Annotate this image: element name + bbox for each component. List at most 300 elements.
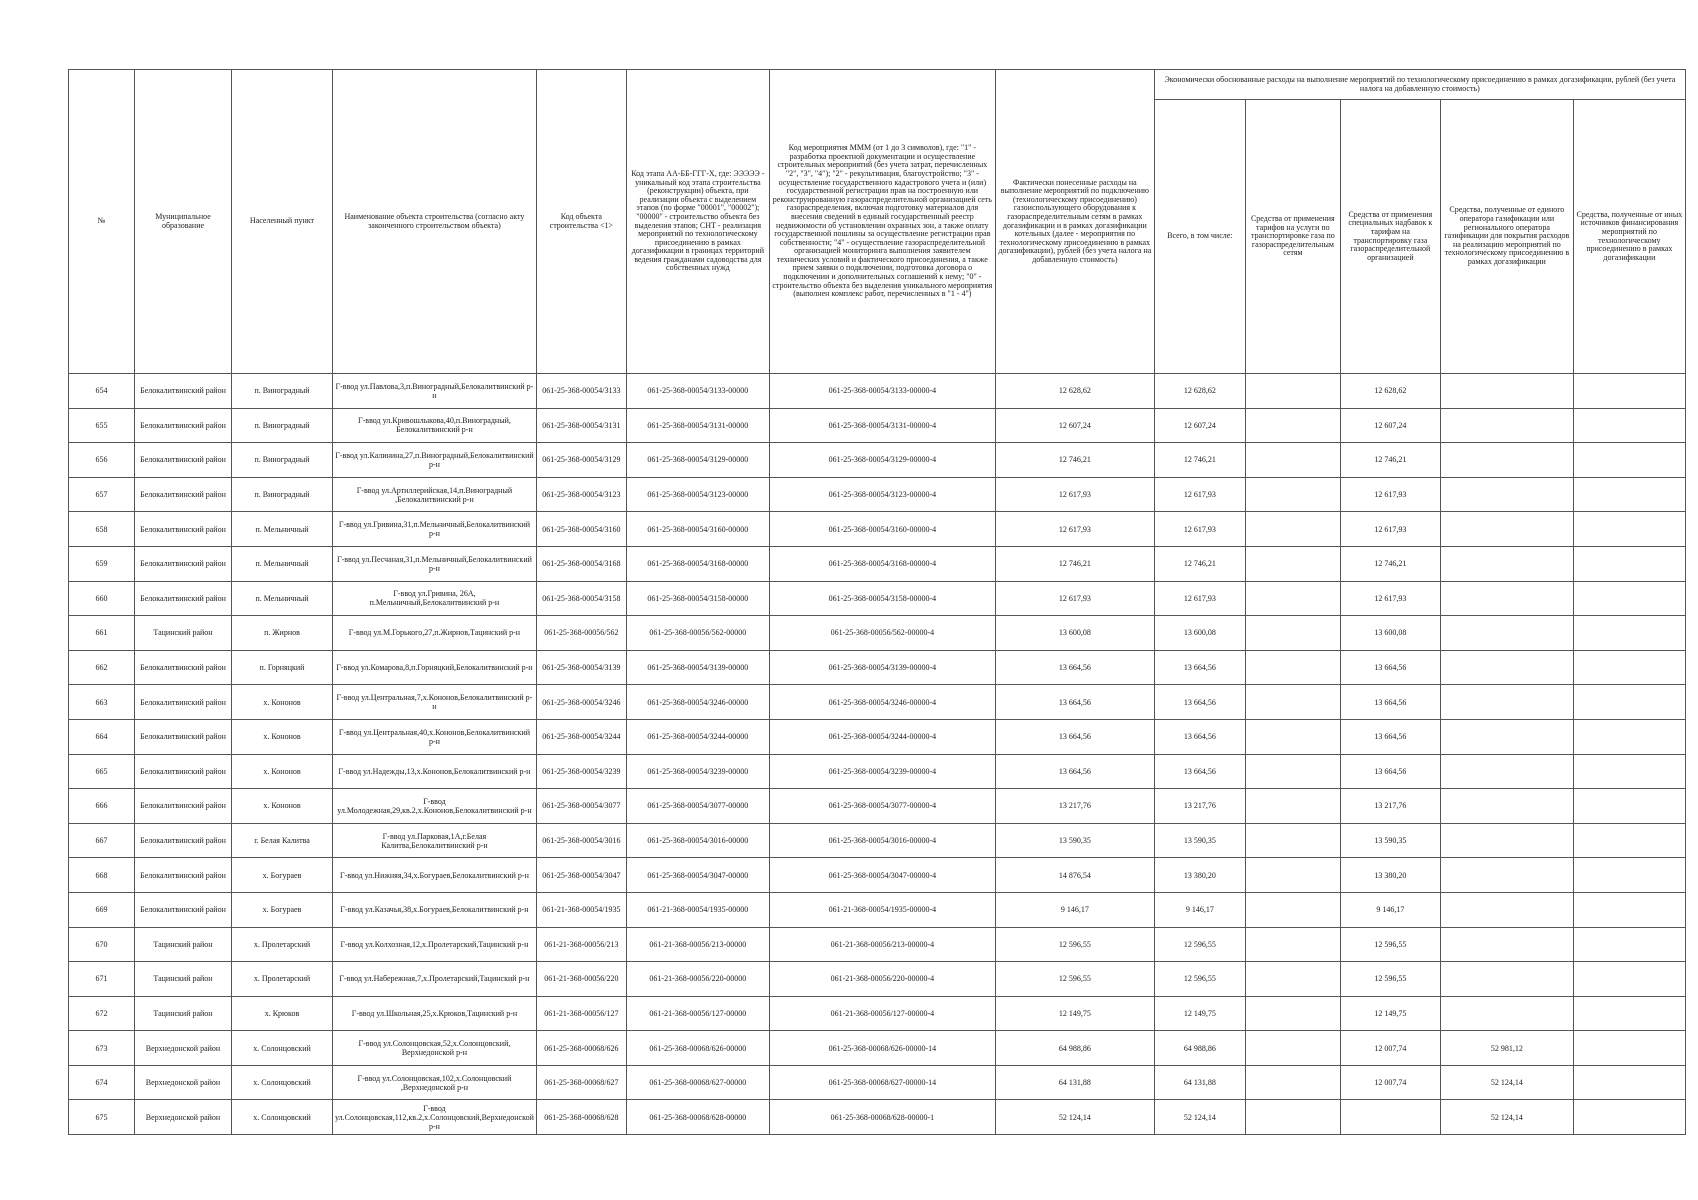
cell-transport-tariffs — [1245, 858, 1340, 893]
cell-object-code: 061-25-368-00054/3123 — [536, 477, 626, 512]
cell-object-name: Г-ввод ул.Колхозная,12,х.Пролетарский,Тацинский р-н — [333, 927, 537, 962]
cell-transport-tariffs — [1245, 581, 1340, 616]
cell-object-code: 061-25-368-00054/3131 — [536, 408, 626, 443]
cell-activity-code: 061-25-368-00054/3077-00000-4 — [769, 789, 995, 824]
cell-municipality: Белокалитвинский район — [135, 892, 232, 927]
cell-other-sources — [1573, 719, 1685, 754]
cell-num: 661 — [69, 616, 135, 651]
cell-total: 12 617,93 — [1154, 512, 1245, 547]
cell-actual-expenses: 64 131,88 — [995, 1065, 1154, 1100]
cell-transport-tariffs — [1245, 685, 1340, 720]
cell-other-sources — [1573, 996, 1685, 1031]
cell-stage-code: 061-21-368-00056/213-00000 — [626, 927, 769, 962]
cell-municipality: Белокалитвинский район — [135, 685, 232, 720]
cell-num: 673 — [69, 1031, 135, 1066]
cell-activity-code: 061-21-368-00056/213-00000-4 — [769, 927, 995, 962]
cell-object-name: Г-ввод ул.Центральная,7,х.Кононов,Белокалитвинский р-н — [333, 685, 537, 720]
cell-other-sources — [1573, 581, 1685, 616]
header-stage-code: Код этапа АА-ББ-ГГГ-Х, где: ЭЭЭЭЭ - уникальный код этапа строительства (реконструкции) объекта, при реализации объекта с выделением этапов (по форме "00001", "00002"); "00000" - строительство объекта без выделения этапов; СНТ - реализация мероприятий по технологическому присоединению в рамках догазификации в границах территорий ведения гражданами садоводства для собственных нужд — [626, 70, 769, 374]
cell-actual-expenses: 13 664,56 — [995, 719, 1154, 754]
cell-activity-code: 061-25-368-00054/3123-00000-4 — [769, 477, 995, 512]
cell-stage-code: 061-25-368-00054/3123-00000 — [626, 477, 769, 512]
table-row — [69, 650, 1686, 685]
cell-stage-code: 061-25-368-00054/3133-00000 — [626, 374, 769, 409]
cell-settlement: х. Пролетарский — [232, 962, 333, 997]
table-row — [69, 512, 1686, 547]
cell-object-code: 061-25-368-00054/3016 — [536, 823, 626, 858]
cell-object-name: Г-ввод ул.Центральная,40,х.Кононов,Белокалитвинский р-н — [333, 719, 537, 754]
cell-settlement: х. Кононов — [232, 719, 333, 754]
cell-special-surcharges: 13 664,56 — [1340, 754, 1440, 789]
cell-object-name: Г-ввод ул.Нижняя,34,х.Богураев,Белокалитвинский р-н — [333, 858, 537, 893]
cell-stage-code: 061-21-368-00056/220-00000 — [626, 962, 769, 997]
header-econ-group: Экономически обоснованные расходы на выполнение мероприятий по технологическому присоединению в рамках догазификации, рублей (без учета налога на добавленную стоимость) — [1154, 70, 1685, 100]
cell-num: 667 — [69, 823, 135, 858]
cell-total: 12 746,21 — [1154, 546, 1245, 581]
cell-actual-expenses: 64 988,86 — [995, 1031, 1154, 1066]
cell-actual-expenses: 13 590,35 — [995, 823, 1154, 858]
header-special-surcharges: Средства от применения специальных надбавок к тарифам на транспортировку газа газораспределительной организацией — [1340, 100, 1440, 374]
cell-other-sources — [1573, 374, 1685, 409]
table-row — [69, 581, 1686, 616]
header-settlement: Населенный пункт — [232, 70, 333, 374]
cell-settlement: п. Мельничный — [232, 512, 333, 547]
cell-num: 654 — [69, 374, 135, 409]
cell-actual-expenses: 14 876,54 — [995, 858, 1154, 893]
cell-activity-code: 061-21-368-00056/220-00000-4 — [769, 962, 995, 997]
cell-object-name: Г-ввод ул.Солонцовская,112,кв.2,х.Солонцовский,Верхнедонской р-н — [333, 1100, 537, 1135]
cell-num: 659 — [69, 546, 135, 581]
cell-activity-code: 061-21-368-00056/127-00000-4 — [769, 996, 995, 1031]
cell-num: 660 — [69, 581, 135, 616]
cell-transport-tariffs — [1245, 408, 1340, 443]
cell-total: 12 617,93 — [1154, 477, 1245, 512]
cell-object-code: 061-21-368-00056/220 — [536, 962, 626, 997]
cell-other-sources — [1573, 892, 1685, 927]
cell-special-surcharges: 12 596,55 — [1340, 927, 1440, 962]
cell-activity-code: 061-25-368-00054/3016-00000-4 — [769, 823, 995, 858]
cell-other-sources — [1573, 546, 1685, 581]
cell-object-code: 061-25-368-00054/3129 — [536, 443, 626, 478]
cell-single-operator — [1440, 927, 1573, 962]
cell-special-surcharges: 12 617,93 — [1340, 581, 1440, 616]
table-row — [69, 789, 1686, 824]
cell-special-surcharges: 9 146,17 — [1340, 892, 1440, 927]
cell-other-sources — [1573, 1100, 1685, 1135]
cell-municipality: Белокалитвинский район — [135, 581, 232, 616]
cell-total: 13 600,08 — [1154, 616, 1245, 651]
cell-transport-tariffs — [1245, 650, 1340, 685]
cell-actual-expenses: 12 596,55 — [995, 962, 1154, 997]
cell-other-sources — [1573, 789, 1685, 824]
cell-actual-expenses: 9 146,17 — [995, 892, 1154, 927]
cell-object-code: 061-21-368-00056/213 — [536, 927, 626, 962]
cell-actual-expenses: 12 617,93 — [995, 512, 1154, 547]
cell-settlement: п. Мельничный — [232, 546, 333, 581]
cell-actual-expenses: 13 664,56 — [995, 685, 1154, 720]
cell-num: 665 — [69, 754, 135, 789]
cell-stage-code: 061-25-368-00054/3047-00000 — [626, 858, 769, 893]
cell-special-surcharges: 12 607,24 — [1340, 408, 1440, 443]
cell-total: 9 146,17 — [1154, 892, 1245, 927]
cell-municipality: Белокалитвинский район — [135, 650, 232, 685]
cell-settlement: х. Пролетарский — [232, 927, 333, 962]
cell-object-name: Г-ввод ул.Школьная,25,х.Крюков,Тацинский р-н — [333, 996, 537, 1031]
cell-total: 13 380,20 — [1154, 858, 1245, 893]
cell-total: 12 746,21 — [1154, 443, 1245, 478]
cell-activity-code: 061-25-368-00054/3131-00000-4 — [769, 408, 995, 443]
cell-transport-tariffs — [1245, 443, 1340, 478]
cell-settlement: х. Солонцовский — [232, 1065, 333, 1100]
table-row — [69, 685, 1686, 720]
cell-transport-tariffs — [1245, 1065, 1340, 1100]
cell-stage-code: 061-25-368-00054/3244-00000 — [626, 719, 769, 754]
table-row — [69, 546, 1686, 581]
cell-single-operator — [1440, 616, 1573, 651]
table-row — [69, 443, 1686, 478]
cell-object-name: Г-ввод ул.М.Горького,27,п.Жирнов,Тацинский р-н — [333, 616, 537, 651]
cell-num: 666 — [69, 789, 135, 824]
cell-special-surcharges — [1340, 1100, 1440, 1135]
cell-settlement: п. Виноградный — [232, 408, 333, 443]
cell-object-code: 061-25-368-00054/3158 — [536, 581, 626, 616]
cell-object-code: 061-25-368-00054/3160 — [536, 512, 626, 547]
cell-single-operator — [1440, 408, 1573, 443]
cell-single-operator — [1440, 789, 1573, 824]
cell-total: 64 131,88 — [1154, 1065, 1245, 1100]
cell-municipality: Белокалитвинский район — [135, 719, 232, 754]
table-row — [69, 927, 1686, 962]
cell-total: 12 596,55 — [1154, 962, 1245, 997]
cell-actual-expenses: 13 600,08 — [995, 616, 1154, 651]
cell-actual-expenses: 12 617,93 — [995, 477, 1154, 512]
cell-num: 656 — [69, 443, 135, 478]
cell-object-name: Г-ввод ул.Гривина,31,п.Мельничный,Белокалитвинский р-н — [333, 512, 537, 547]
cell-settlement: п. Виноградный — [232, 477, 333, 512]
cell-transport-tariffs — [1245, 1100, 1340, 1135]
cell-other-sources — [1573, 858, 1685, 893]
cell-activity-code: 061-25-368-00054/3047-00000-4 — [769, 858, 995, 893]
cell-settlement: х. Богураев — [232, 858, 333, 893]
cell-object-name: Г-ввод ул.Павлова,3,п.Виноградный,Белокалитвинский р-н — [333, 374, 537, 409]
data-table — [68, 69, 1686, 1135]
cell-object-name: Г-ввод ул.Кривошлыкова,40,п.Виноградный, Белокалитвинский р-н — [333, 408, 537, 443]
cell-transport-tariffs — [1245, 546, 1340, 581]
cell-municipality: Белокалитвинский район — [135, 374, 232, 409]
cell-special-surcharges: 13 217,76 — [1340, 789, 1440, 824]
cell-special-surcharges: 13 600,08 — [1340, 616, 1440, 651]
cell-settlement: х. Кононов — [232, 789, 333, 824]
cell-stage-code: 061-25-368-00054/3158-00000 — [626, 581, 769, 616]
cell-actual-expenses: 12 149,75 — [995, 996, 1154, 1031]
cell-activity-code: 061-25-368-00054/3139-00000-4 — [769, 650, 995, 685]
table-row — [69, 892, 1686, 927]
cell-municipality: Тацинский район — [135, 616, 232, 651]
table-row — [69, 858, 1686, 893]
cell-object-code: 061-21-368-00054/1935 — [536, 892, 626, 927]
cell-total: 12 628,62 — [1154, 374, 1245, 409]
header-municipality: Муниципальное образование — [135, 70, 232, 374]
cell-actual-expenses: 52 124,14 — [995, 1100, 1154, 1135]
cell-municipality: Белокалитвинский район — [135, 823, 232, 858]
cell-settlement: х. Кононов — [232, 685, 333, 720]
cell-object-name: Г-ввод ул.Молодежная,29,кв.2,х.Кононов,Белокалитвинский р-н — [333, 789, 537, 824]
cell-num: 675 — [69, 1100, 135, 1135]
cell-transport-tariffs — [1245, 719, 1340, 754]
cell-object-code: 061-25-368-00054/3239 — [536, 754, 626, 789]
cell-stage-code: 061-21-368-00054/1935-00000 — [626, 892, 769, 927]
table-row — [69, 616, 1686, 651]
cell-actual-expenses: 12 746,21 — [995, 443, 1154, 478]
cell-municipality: Верхнедонской район — [135, 1100, 232, 1135]
header-actual-expenses: Фактически понесенные расходы на выполнение мероприятий по подключению (технологическому присоединению) газоиспользующего оборудования к газораспределительным сетям в рамках догазификации и в рамках догазификации котельных (далее - мероприятия по технологическому присоединению в рамках догазификации), рублей (без учета налога на добавленную стоимость) — [995, 70, 1154, 374]
cell-total: 13 664,56 — [1154, 650, 1245, 685]
cell-single-operator — [1440, 650, 1573, 685]
cell-single-operator — [1440, 858, 1573, 893]
cell-special-surcharges: 12 628,62 — [1340, 374, 1440, 409]
cell-settlement: п. Горняцкий — [232, 650, 333, 685]
cell-object-code: 061-25-368-00068/627 — [536, 1065, 626, 1100]
table-row — [69, 754, 1686, 789]
cell-other-sources — [1573, 823, 1685, 858]
cell-special-surcharges: 12 596,55 — [1340, 962, 1440, 997]
header-single-operator: Средства, полученные от единого оператора газификации или регионального оператора газификации для покрытия расходов на реализацию мероприятий по технологическому присоединению в рамках догазификации — [1440, 100, 1573, 374]
cell-activity-code: 061-25-368-00054/3168-00000-4 — [769, 546, 995, 581]
cell-municipality: Тацинский район — [135, 996, 232, 1031]
cell-other-sources — [1573, 754, 1685, 789]
cell-actual-expenses: 13 217,76 — [995, 789, 1154, 824]
table-row — [69, 1031, 1686, 1066]
cell-transport-tariffs — [1245, 789, 1340, 824]
header-activity-code: Код мероприятия МММ (от 1 до 3 символов), где: "1" - разработка проектной документации и осуществление строительных мероприятий (без учета затрат, перечисленных "2", "3", "4"); "2" - рекультивация, благоустройство; "3" - осуществление государственного кадастрового учета и (или) государственной регистрации прав на построенную или реконструированную газораспределительной организацией сеть газораспределения, включая подготовку материалов для внесения сведений в единый государственный реестр недвижимости об установлении охранных зон, а также оплату государственной пошлины за осуществление регистрации прав собственности; "4" - осуществление газораспределительной организацией мониторинга выполнения заявителем технических условий и фактического присоединения, а также прием заявки о подключении, подготовка договора о подключении и дополнительных соглашений к нему; "0" - строительство объекта без выделения уникального мероприятия (выполнен комплекс работ, перечисленных в "1 - 4") — [769, 70, 995, 374]
cell-object-code: 061-25-368-00056/562 — [536, 616, 626, 651]
cell-special-surcharges: 12 007,74 — [1340, 1031, 1440, 1066]
cell-actual-expenses: 12 746,21 — [995, 546, 1154, 581]
cell-other-sources — [1573, 927, 1685, 962]
cell-stage-code: 061-25-368-00054/3139-00000 — [626, 650, 769, 685]
cell-activity-code: 061-25-368-00054/3160-00000-4 — [769, 512, 995, 547]
cell-transport-tariffs — [1245, 1031, 1340, 1066]
cell-total: 64 988,86 — [1154, 1031, 1245, 1066]
cell-single-operator: 52 124,14 — [1440, 1100, 1573, 1135]
table-body — [69, 374, 1686, 1135]
cell-municipality: Тацинский район — [135, 927, 232, 962]
cell-activity-code: 061-25-368-00054/3246-00000-4 — [769, 685, 995, 720]
cell-special-surcharges: 13 664,56 — [1340, 719, 1440, 754]
cell-single-operator — [1440, 477, 1573, 512]
cell-num: 655 — [69, 408, 135, 443]
cell-single-operator: 52 981,12 — [1440, 1031, 1573, 1066]
cell-num: 657 — [69, 477, 135, 512]
cell-activity-code: 061-25-368-00068/626-00000-14 — [769, 1031, 995, 1066]
cell-total: 12 617,93 — [1154, 581, 1245, 616]
header-transport-tariffs: Средства от применения тарифов на услуги по транспортировке газа по газораспределительным сетям — [1245, 100, 1340, 374]
cell-object-name: Г-ввод ул.Песчаная,31,п.Мельничный,Белокалитвинский р-н — [333, 546, 537, 581]
cell-other-sources — [1573, 512, 1685, 547]
cell-stage-code: 061-25-368-00054/3246-00000 — [626, 685, 769, 720]
cell-single-operator — [1440, 962, 1573, 997]
cell-stage-code: 061-25-368-00056/562-00000 — [626, 616, 769, 651]
cell-transport-tariffs — [1245, 477, 1340, 512]
cell-municipality: Белокалитвинский район — [135, 858, 232, 893]
cell-num: 664 — [69, 719, 135, 754]
cell-stage-code: 061-25-368-00068/627-00000 — [626, 1065, 769, 1100]
cell-municipality: Белокалитвинский район — [135, 789, 232, 824]
cell-activity-code: 061-25-368-00054/3244-00000-4 — [769, 719, 995, 754]
cell-object-code: 061-25-368-00054/3139 — [536, 650, 626, 685]
cell-total: 13 664,56 — [1154, 719, 1245, 754]
cell-settlement: х. Крюков — [232, 996, 333, 1031]
cell-single-operator — [1440, 685, 1573, 720]
cell-transport-tariffs — [1245, 927, 1340, 962]
cell-stage-code: 061-21-368-00056/127-00000 — [626, 996, 769, 1031]
cell-object-name: Г-ввод ул.Надежды,13,х.Кононов,Белокалитвинский р-н — [333, 754, 537, 789]
table-row — [69, 408, 1686, 443]
cell-num: 670 — [69, 927, 135, 962]
cell-single-operator — [1440, 546, 1573, 581]
cell-other-sources — [1573, 1065, 1685, 1100]
cell-other-sources — [1573, 650, 1685, 685]
cell-stage-code: 061-25-368-00054/3239-00000 — [626, 754, 769, 789]
cell-actual-expenses: 12 628,62 — [995, 374, 1154, 409]
cell-object-code: 061-25-368-00054/3244 — [536, 719, 626, 754]
cell-stage-code: 061-25-368-00068/628-00000 — [626, 1100, 769, 1135]
cell-object-code: 061-25-368-00054/3246 — [536, 685, 626, 720]
cell-object-name: Г-ввод ул.Гривина, 26А, п.Мельничный,Белокалитвинский р-н — [333, 581, 537, 616]
cell-total: 52 124,14 — [1154, 1100, 1245, 1135]
cell-object-name: Г-ввод ул.Калинина,27,п.Виноградный,Белокалитвинский р-н — [333, 443, 537, 478]
table-row — [69, 719, 1686, 754]
cell-municipality: Белокалитвинский район — [135, 443, 232, 478]
table-row — [69, 477, 1686, 512]
cell-transport-tariffs — [1245, 962, 1340, 997]
cell-object-name: Г-ввод ул.Казачья,38,х.Богураев,Белокалитвинский р-н — [333, 892, 537, 927]
cell-transport-tariffs — [1245, 823, 1340, 858]
cell-single-operator: 52 124,14 — [1440, 1065, 1573, 1100]
cell-total: 12 596,55 — [1154, 927, 1245, 962]
cell-single-operator — [1440, 512, 1573, 547]
cell-activity-code: 061-21-368-00054/1935-00000-4 — [769, 892, 995, 927]
cell-special-surcharges: 13 590,35 — [1340, 823, 1440, 858]
cell-single-operator — [1440, 996, 1573, 1031]
cell-object-code: 061-25-368-00054/3077 — [536, 789, 626, 824]
cell-activity-code: 061-25-368-00068/627-00000-14 — [769, 1065, 995, 1100]
cell-stage-code: 061-25-368-00054/3168-00000 — [626, 546, 769, 581]
cell-settlement: п. Мельничный — [232, 581, 333, 616]
header-object-code: Код объекта строительства <1> — [536, 70, 626, 374]
cell-num: 662 — [69, 650, 135, 685]
cell-activity-code: 061-25-368-00054/3239-00000-4 — [769, 754, 995, 789]
cell-stage-code: 061-25-368-00054/3016-00000 — [626, 823, 769, 858]
cell-actual-expenses: 12 607,24 — [995, 408, 1154, 443]
cell-settlement: х. Солонцовский — [232, 1031, 333, 1066]
cell-special-surcharges: 12 617,93 — [1340, 512, 1440, 547]
cell-transport-tariffs — [1245, 754, 1340, 789]
cell-stage-code: 061-25-368-00054/3077-00000 — [626, 789, 769, 824]
cell-total: 13 217,76 — [1154, 789, 1245, 824]
cell-actual-expenses: 13 664,56 — [995, 754, 1154, 789]
cell-settlement: г. Белая Калитва — [232, 823, 333, 858]
cell-municipality: Белокалитвинский район — [135, 477, 232, 512]
cell-municipality: Верхнедонской район — [135, 1031, 232, 1066]
cell-activity-code: 061-25-368-00054/3158-00000-4 — [769, 581, 995, 616]
cell-transport-tariffs — [1245, 512, 1340, 547]
cell-total: 12 149,75 — [1154, 996, 1245, 1031]
cell-activity-code: 061-25-368-00056/562-00000-4 — [769, 616, 995, 651]
cell-single-operator — [1440, 443, 1573, 478]
cell-total: 13 590,35 — [1154, 823, 1245, 858]
cell-settlement: п. Виноградный — [232, 443, 333, 478]
cell-object-code: 061-21-368-00056/127 — [536, 996, 626, 1031]
cell-municipality: Белокалитвинский район — [135, 754, 232, 789]
cell-other-sources — [1573, 962, 1685, 997]
cell-object-name: Г-ввод ул.Солонцовская,102,х.Солонцовский ,Верхнедонской р-н — [333, 1065, 537, 1100]
cell-object-code: 061-25-368-00054/3133 — [536, 374, 626, 409]
cell-total: 12 607,24 — [1154, 408, 1245, 443]
cell-municipality: Белокалитвинский район — [135, 408, 232, 443]
header-other-sources: Средства, полученные от иных источников финансирования мероприятий по технологическому присоединению в рамках догазификации — [1573, 100, 1685, 374]
cell-object-name: Г-ввод ул.Набережная,7,х.Пролетарский,Тацинский р-н — [333, 962, 537, 997]
cell-object-name: Г-ввод ул.Артиллерийская,14,п.Виноградный ,Белокалитвинский р-н — [333, 477, 537, 512]
cell-num: 668 — [69, 858, 135, 893]
cell-num: 672 — [69, 996, 135, 1031]
table-row — [69, 996, 1686, 1031]
cell-single-operator — [1440, 581, 1573, 616]
cell-actual-expenses: 13 664,56 — [995, 650, 1154, 685]
cell-object-name: Г-ввод ул.Комарова,8,п.Горняцкий,Белокалитвинский р-н — [333, 650, 537, 685]
cell-total: 13 664,56 — [1154, 685, 1245, 720]
cell-object-code: 061-25-368-00068/626 — [536, 1031, 626, 1066]
cell-settlement: х. Богураев — [232, 892, 333, 927]
cell-other-sources — [1573, 685, 1685, 720]
cell-special-surcharges: 12 007,74 — [1340, 1065, 1440, 1100]
cell-total: 13 664,56 — [1154, 754, 1245, 789]
cell-special-surcharges: 13 664,56 — [1340, 650, 1440, 685]
cell-municipality: Тацинский район — [135, 962, 232, 997]
cell-object-code: 061-25-368-00068/628 — [536, 1100, 626, 1135]
cell-stage-code: 061-25-368-00068/626-00000 — [626, 1031, 769, 1066]
cell-transport-tariffs — [1245, 374, 1340, 409]
cell-municipality: Белокалитвинский район — [135, 546, 232, 581]
table-row — [69, 374, 1686, 409]
cell-special-surcharges: 13 380,20 — [1340, 858, 1440, 893]
cell-num: 671 — [69, 962, 135, 997]
table-row — [69, 962, 1686, 997]
cell-single-operator — [1440, 892, 1573, 927]
cell-municipality: Верхнедонской район — [135, 1065, 232, 1100]
cell-object-code: 061-25-368-00054/3168 — [536, 546, 626, 581]
table-row — [69, 1065, 1686, 1100]
cell-object-code: 061-25-368-00054/3047 — [536, 858, 626, 893]
cell-special-surcharges: 12 617,93 — [1340, 477, 1440, 512]
cell-activity-code: 061-25-368-00054/3129-00000-4 — [769, 443, 995, 478]
cell-single-operator — [1440, 823, 1573, 858]
header-total: Всего, в том числе: — [1154, 100, 1245, 374]
cell-special-surcharges: 13 664,56 — [1340, 685, 1440, 720]
cell-num: 658 — [69, 512, 135, 547]
cell-stage-code: 061-25-368-00054/3160-00000 — [626, 512, 769, 547]
cell-other-sources — [1573, 616, 1685, 651]
cell-special-surcharges: 12 746,21 — [1340, 443, 1440, 478]
cell-num: 663 — [69, 685, 135, 720]
cell-special-surcharges: 12 746,21 — [1340, 546, 1440, 581]
cell-single-operator — [1440, 754, 1573, 789]
cell-municipality: Белокалитвинский район — [135, 512, 232, 547]
cell-special-surcharges: 12 149,75 — [1340, 996, 1440, 1031]
cell-single-operator — [1440, 719, 1573, 754]
cell-transport-tariffs — [1245, 892, 1340, 927]
cell-num: 669 — [69, 892, 135, 927]
